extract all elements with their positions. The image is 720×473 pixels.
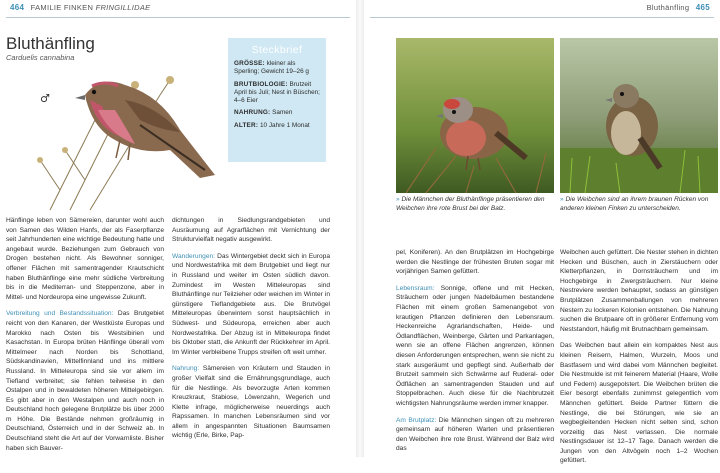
fact-size-text: kleiner als Sperling; Gewicht 19–26 g: [234, 60, 309, 76]
caption-arrow-icon: »: [396, 196, 400, 203]
distribution-text: Das Brutgebiet reicht von den Kanaren, der Westküste Europas und Marokko nach Osten bis Westsibirien und Kasachstan. In Europa brüten Hänflinge überall vom Mittelmeer nach Norden bis Schottland, Südskandinavien, Mittelfinnland und ins mittlere Russland. In Mitteleuropa sind sie vor allem im Tiefland verbreitet; sie fehlen teilweise in den Ostalpen und in bewaldeten höheren Mittelgebirgen. Es gibt aber in den Westalpen und auch noch in Deutschland hoch gelegene Brutplätze bis über 2000 m Höhe. Die Bestände nehmen großräumig in Deutschland, Österreich und in der Schweiz ab. In Deutschland steht die Art auf der Vorwarnliste. Bisher haben sich Bauver-: [6, 310, 165, 452]
habitat-text: Sonnige, offene und mit Hecken, Sträuchern oder jungen Nadelbäumen bestandene Flächen mit einem großen Samenangebot von krautigen Pflanzen definieren den Lebensraum. Heckenreiche Agrarlandschaften, Heide- und Ödlandflächen, Weinberge, Gärten und Parkanlagen, wenn sie an offene Flächen angrenzen, können diesen Anforderungen entsprechen, wenn sie nicht zu stark ausgeräumt und gepflegt sind. Außerhalb der Brutzeit sammeln sich Schwärme auf Ruderal- oder Ödflächen an samentragenden Stauden und auf Stoppelbrachen. Auch diese für die Nachbrutzeit wichtigsten Nahrungsräume werden immer knapper.: [396, 284, 554, 407]
page-number-left: 464: [10, 3, 25, 12]
distribution-continued: dichtungen in Siedlungsrandgebieten und Ausräumung auf Agrarflächen mit Vernichtung der Strukturvielfalt negativ ausgewirkt.: [172, 217, 330, 244]
distribution-heading: Verbreitung und Bestandssituation:: [6, 310, 114, 318]
breeding-site-heading: Am Brutplatz:: [396, 416, 437, 424]
photo-male-linnet: [396, 38, 554, 193]
right-column-2: [560, 248, 718, 473]
right-column-1: [396, 248, 554, 461]
running-head-right: [370, 3, 714, 18]
fact-box-heading: Steckbrief: [251, 44, 303, 56]
migration-text: Das Wintergebiet deckt sich in Europa und Nordwestafrika mit dem Brutgebiet und liegt nur in Russland und weiter im Osten südlich davon. Zumindest im Westen Mitteleuropas sind Bluthänflinge nur Teilzieher oder weichen im Winter in günstigere Tieflandgebiete aus. Die Brutvögel Mitteleuropas überwintern sonst hauptsächlich in Südwest- und Südeuropa, erreichen aber auch Nordwestafrika. Der Abzug ist in Mitteleuropa findet bis Oktober statt, die Ankunft der Rückkehrer im April. Im Winter verbleibene Trupps streifen oft weit umher.: [172, 252, 330, 356]
left-page: [0, 0, 356, 457]
intro-paragraph: Hänflinge leben von Sämereien, darunter wohl auch von Samen des Wilden Hanfs, der als Faserpflanze seit Jahrhunderten eine wichtige Bedeutung hatte und angebaut wurde. Beziehungen zum Gebrauch von Drogen bestehen nicht. Als Bewohner sonniger, offener Flächen mit samentragender Krautschicht haben Bluthänflinge eine mehr südliche Verbreitung bis in die Mediterran- und Steppenzone, aber in Mittel- und Nordeuropa eine ungewisse Zukunft.: [6, 217, 164, 301]
male-symbol: ♂: [40, 92, 50, 105]
breeding-site-text: Die Männchen singen oft zu mehreren gemeinsam auf höheren Warten und präsentieren den Weibchen ihre rote Brust. Während der Balz wird das: [396, 416, 555, 453]
fact-age-text: 10 Jahre 1 Monat: [259, 121, 310, 129]
family-label: FAMILIE FINKEN: [30, 3, 94, 12]
breeding-continued: Weibchen auch gefüttert. Die Nester stehen in dichten Hecken und Büschen, auch in Zierstäuchern oder Kletterpflanzen, in Dornsträuchern und im Hochgebirge in Zwergsträuchern. Nur kleine Nestreviere werden behauptet, sodass an günstigen Brutplätzen Zusammenballungen von mehreren Nestern zu lockeren Kolonien entstehen. Die Nahrung suchen die Brutpaare oft in größerer Entfernung vom Neststandort, häufig mit Brutnachbarn gemeinsam.: [560, 249, 718, 333]
migration-heading: Wanderungen:: [172, 252, 216, 260]
caption-female-text: Die Weibchen sind an ihrem braunen Rücken von anderen kleinen Finken zu unterscheiden.: [560, 196, 709, 212]
right-page: [364, 0, 720, 465]
fact-box: [228, 38, 326, 162]
bird-drawing: [75, 82, 215, 178]
caption-arrow-icon: »: [560, 196, 564, 203]
species-title: Bluthänfling: [6, 34, 95, 53]
fact-food: [234, 109, 320, 117]
food-heading: Nahrung:: [172, 365, 200, 373]
family-latin: FRINGILLIDAE: [95, 3, 151, 12]
book-gutter: [356, 0, 364, 457]
food-paragraph: [172, 364, 330, 441]
caption-female: [560, 196, 718, 213]
caption-male-text: Die Männchen der Bluthänflinge präsentieren den Weibchen ihre rote Brust bei der Balz.: [396, 196, 545, 212]
running-head-left: [6, 3, 350, 18]
linnet-illustration: [30, 40, 230, 210]
fact-breeding-label: BRUTBIOLOGIE:: [234, 80, 288, 88]
left-column-1: [6, 216, 164, 460]
food-text: Sämereien von Kräutern und Stauden in großer Vielfalt sind die Ernährungsgrundlage, auch für die Nestlinge. Als bevorzugte Arten kommen Kreuzkraut, Stabiose, Löwenzahn, Wegerich und Klette infrage, möglicherweise neuerdings auch Rapssamen. In manchen Lebensräumen sind vor allem in angespannten Situationen Baumsamen wichtig (Erle, Birke, Pap-: [172, 365, 330, 440]
left-column-2: [172, 216, 330, 448]
habitat-heading: Lebensraum:: [396, 284, 435, 292]
species-latin-name: Carduelis cannabina: [6, 53, 75, 62]
fact-size-label: GRÖSSE:: [234, 60, 265, 67]
fact-food-label: NAHRUNG:: [234, 109, 271, 117]
fact-food-text: Samen: [272, 109, 293, 117]
photo-female-linnet: [560, 38, 718, 193]
food-continued: pel, Koniferen). An den Brutplätzen im Hochgebirge werden die Nestlinge der frühesten Bruten sogar mit vorjährigen Samen gefüttert.: [396, 249, 554, 276]
distribution-paragraph: [6, 309, 164, 453]
habitat-paragraph: [396, 284, 554, 409]
fact-age-label: ALTER:: [234, 121, 259, 129]
fact-breeding-text: Brutzeit April bis Juli; Nest in Büschen; 4–6 Eier: [234, 80, 320, 105]
running-head-family: [31, 3, 151, 12]
migration-paragraph: [172, 252, 330, 358]
caption-male: [396, 196, 554, 213]
fact-size: [234, 60, 320, 77]
running-head-species: Bluthänfling: [646, 3, 690, 12]
breeding-site-paragraph: [396, 416, 554, 454]
nest-paragraph: Das Weibchen baut allein ein kompaktes Nest aus kleinen Reisern, Halmen, Wurzeln, Moos und Bastfasern und wird dabei vom Männchen begleitet. Die Nestmulde ist mit feinerem Material (Haare, Wolle und Federn) ausgepolstert. Die Weibchen brüten die Eier besorgt ebenfalls zunimmst gelegentlich vom Männchen gefüttert. Beide Partner füttern die Nestlinge, die bei Störungen, wie sie an wegbegleitenden Hecken nicht selten sind, schon vorzeitig das Nest verlassen. Die normale Nestlingsdauer ist 12–17 Tage. Danach werden die Jungen von den Altvögeln noch 1–2 Wochen gefüttert.: [560, 342, 718, 465]
fact-age: [234, 122, 320, 130]
page-number-right: 465: [695, 3, 710, 12]
fact-breeding: [234, 81, 320, 106]
